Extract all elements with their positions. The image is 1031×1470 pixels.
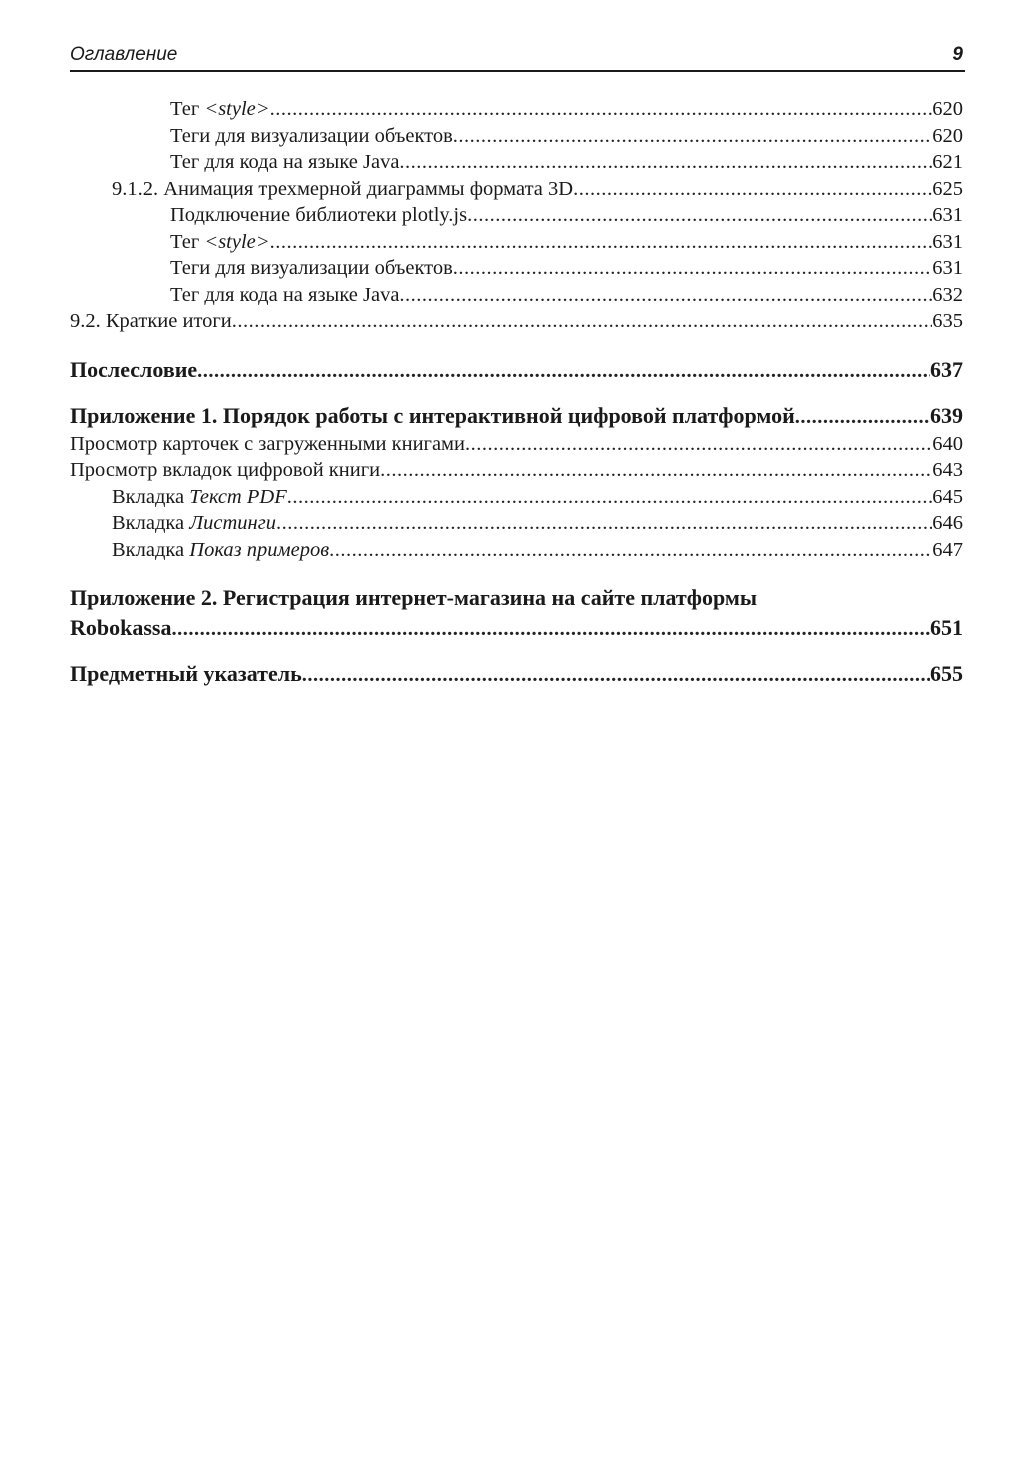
toc-leader-dots [573,176,932,203]
toc-entry[interactable] [70,202,963,229]
header-section-title: Оглавление [70,44,178,65]
toc-entry-page: 620 [932,98,963,120]
toc-entry[interactable] [70,123,963,150]
toc-entry-label-line1[interactable]: Приложение 2. Регистрация интернет-магазина на сайте платформы [70,585,758,610]
toc-entry-label: Подключение библиотеки plotly.js [170,204,468,226]
toc-entry-page: 640 [932,432,963,455]
toc-entry[interactable] [70,431,963,458]
toc-leader-dots [329,537,932,564]
toc-entry-page: 625 [932,177,963,200]
toc-leader-dots [453,255,933,282]
toc-leader-dots [232,308,932,335]
toc-leader-dots [453,123,933,150]
toc-leader-dots [270,96,933,123]
toc-entry[interactable] [70,282,963,309]
toc-leader-dots [399,149,932,176]
toc-entry[interactable] [70,96,963,123]
toc-entry-label: Приложение 1. Порядок работы с интерактивной цифровой платформой [70,402,795,428]
toc-entry-label-line2: Robokassa [70,615,172,640]
toc-leader-dots [399,282,932,309]
header-page-number: 9 [952,44,963,65]
toc-entry-page: 631 [932,230,963,253]
toc-chapter-entry[interactable] [70,401,963,431]
table-of-contents [70,96,963,689]
toc-chapter-entry[interactable] [70,659,963,689]
toc-entry[interactable] [70,229,963,256]
toc-entry-page: 631 [932,257,963,279]
toc-entry-label: Теги для визуализации объектов [170,124,453,147]
toc-entry-label: Тег <style> [170,230,270,253]
toc-entry-page: 639 [930,402,963,428]
toc-entry-label: Вкладка Текст PDF [112,485,287,508]
toc-entry-label: 9.1.2. Анимация трехмерной диаграммы формата 3D [112,177,574,200]
toc-entry-page: 645 [932,485,963,508]
toc-entry-page: 631 [932,204,963,226]
toc-entry-label: Вкладка Показ примеров [112,538,330,561]
toc-chapter-entry[interactable] [70,613,963,643]
toc-entry[interactable] [70,510,963,537]
toc-entry-page: 620 [932,124,963,147]
toc-leader-dots [270,229,933,256]
toc-entry[interactable] [70,537,963,564]
toc-entry-label: Тег для кода на языке Java [170,151,400,173]
toc-entry-page: 643 [932,459,963,481]
toc-entry-page: 646 [932,512,963,534]
toc-entry[interactable] [70,255,963,282]
toc-entry-label: Тег для кода на языке Java [170,283,400,306]
toc-leader-dots [287,484,933,511]
toc-entry-label: Вкладка Листинги [112,512,276,534]
toc-leader-dots [467,202,932,229]
toc-entry-label: Тег <style> [170,98,270,120]
toc-leader-dots [197,356,930,385]
toc-leader-dots [465,431,932,458]
toc-entry[interactable] [70,484,963,511]
running-header [70,42,965,72]
toc-entry-label: 9.2. Краткие итоги [70,310,232,332]
toc-entry-label: Теги для визуализации объектов [170,257,453,279]
toc-leader-dots [302,660,930,689]
toc-entry-page: 651 [930,615,963,640]
toc-leader-dots [380,457,932,484]
toc-entry-page: 635 [932,310,963,332]
toc-entry-label: Просмотр карточек с загруженными книгами [70,432,465,455]
toc-entry-label: Предметный указатель [70,661,302,686]
toc-entry-page: 632 [932,283,963,306]
toc-entry-page: 647 [932,538,963,561]
toc-entry-label: Просмотр вкладок цифровой книги [70,459,381,481]
toc-entry[interactable] [70,176,963,203]
toc-entry[interactable] [70,149,963,176]
toc-entry-page: 655 [930,661,963,686]
toc-leader-dots [171,614,930,643]
toc-entry-label: Послесловие [70,356,198,382]
toc-entry[interactable] [70,457,963,484]
toc-entry-page: 637 [930,356,963,382]
toc-entry-page: 621 [932,151,963,173]
toc-leader-dots [276,510,932,537]
toc-chapter-entry[interactable] [70,355,963,385]
toc-entry[interactable] [70,308,963,335]
toc-leader-dots [795,402,930,431]
